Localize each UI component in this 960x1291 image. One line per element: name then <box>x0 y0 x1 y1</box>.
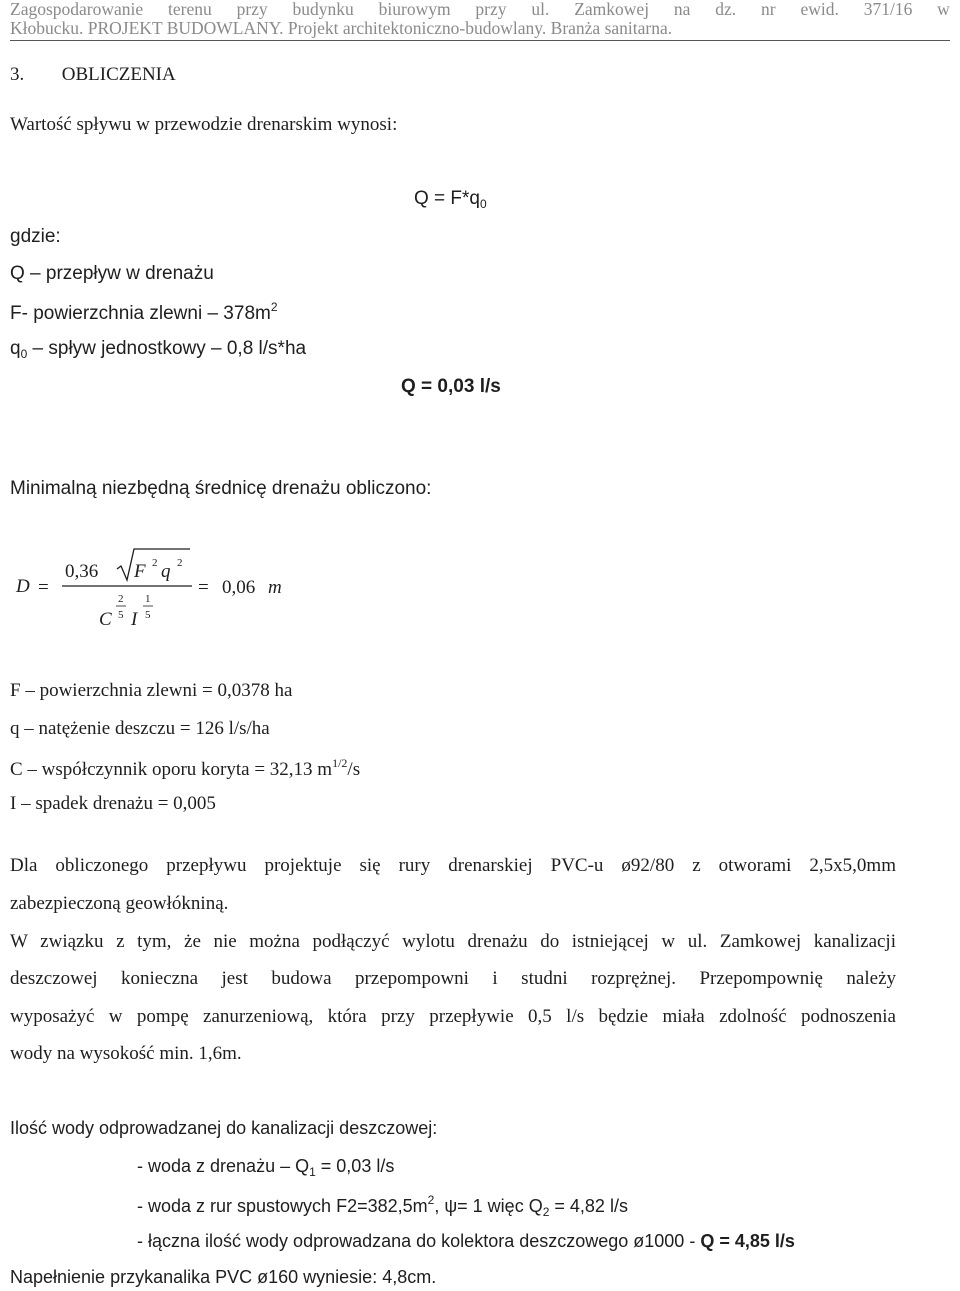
item-downpipes-mid: , ψ= 1 więc Q <box>434 1196 543 1216</box>
header-word: budynku <box>292 0 354 19</box>
para2-line1: W związku z tym, że nie można podłączyć wylotu drenażu do istniejącej w ul. Zamkowej kanalizacji <box>10 931 896 952</box>
header-word: 371/16 <box>863 0 913 19</box>
formula-C: C <box>99 609 112 630</box>
gdzie-label: gdzie: <box>10 226 61 247</box>
para2-line4: wody na wysokość min. 1,6m. <box>10 1043 242 1064</box>
def-q0-text: – spływ jednostkowy – 0,8 l/s*ha <box>27 338 307 359</box>
formula-C-exp-den: 5 <box>118 609 124 621</box>
formula-C-exp-num: 2 <box>118 593 124 605</box>
header-word: biurowym <box>378 0 451 19</box>
item-downpipes-sup: 2 <box>427 1193 435 1207</box>
item-total-value: Q = 4,85 l/s <box>700 1231 795 1251</box>
def2-c <box>10 756 360 781</box>
item-total-text: - łączna ilość wody odprowadzana do kolektora deszczowego ø1000 - <box>137 1231 701 1251</box>
header-line-1 <box>10 0 950 19</box>
page-header <box>10 0 950 41</box>
formula-flow-sub: 0 <box>480 197 487 211</box>
header-word: Zamkowej <box>574 0 650 19</box>
def-q0-symbol: q <box>10 338 21 359</box>
formula-result: 0,06 <box>222 577 256 598</box>
para2-line3: wyposażyć w pompę zanurzeniową, która przy przepływie 0,5 l/s będzie miała zdolność podnoszenia <box>10 1006 896 1027</box>
section-number: 3. <box>10 64 25 85</box>
formula-eq-1: = <box>38 577 49 598</box>
header-word: na <box>673 0 691 19</box>
item-drainage-text: - woda z drenażu – Q <box>137 1156 310 1176</box>
item-downpipes <box>137 1193 628 1219</box>
item-downpipes-value: = 4,82 l/s <box>549 1196 628 1216</box>
item-drainage-value: = 0,03 l/s <box>315 1156 395 1176</box>
def2-q: q – natężenie deszczu = 126 l/s/ha <box>10 718 270 739</box>
def-f <box>10 300 278 325</box>
formula-F: F <box>134 561 146 582</box>
def2-f: F – powierzchnia zlewni = 0,0378 ha <box>10 680 293 701</box>
item-downpipes-text: - woda z rur spustowych F2=382,5m <box>137 1196 428 1216</box>
formula-diameter <box>0 540 320 640</box>
formula-F-exp: 2 <box>152 557 158 569</box>
def2-c-text: C – współczynnik oporu koryta = 32,13 m <box>10 759 333 780</box>
header-word: w <box>937 0 950 19</box>
def2-c-tail: /s <box>347 759 361 780</box>
formula-q: q <box>161 561 171 582</box>
item-total <box>137 1231 795 1252</box>
header-word: Zagospodarowanie <box>10 0 144 19</box>
result-flow: Q = 0,03 l/s <box>401 376 501 397</box>
def-q: Q – przepływ w drenażu <box>10 263 214 284</box>
min-diameter-text: Minimalną niezbędną średnicę drenażu obliczono: <box>10 478 432 499</box>
header-word: dz. <box>715 0 737 19</box>
def2-c-sup: 1/2 <box>332 756 348 770</box>
formula-flow-text: Q = F*q <box>414 188 480 209</box>
final-note: Napełnienie przykanalika PVC ø160 wyniesie: 4,8cm. <box>10 1267 437 1287</box>
section-title: OBLICZENIA <box>61 64 176 85</box>
def-f-text: F- powierzchnia zlewni – 378m <box>10 303 271 324</box>
item-drainage <box>137 1156 394 1179</box>
intro-text: Wartość spływu w przewodzie drenarskim wynosi: <box>10 114 398 135</box>
formula-I-exp-num: 1 <box>145 593 151 605</box>
para2-line2: deszczowej konieczna jest budowa przepompowni i studni rozprężnej. Przepompownię należy <box>10 968 896 989</box>
para1-line2: zabezpieczoną geowłókniną. <box>10 893 229 914</box>
item-drainage-sub: 1 <box>309 1165 316 1179</box>
header-word: przy <box>236 0 268 19</box>
ilosc-title: Ilość wody odprowadzanej do kanalizacji deszczowej: <box>10 1118 438 1138</box>
section-heading <box>10 64 176 86</box>
item-downpipes-sub: 2 <box>542 1205 550 1219</box>
header-line-2: Kłobucku. PROJEKT BUDOWLANY. Projekt architektoniczno-budowlany. Branża sanitarna. <box>10 18 673 38</box>
header-word: ul. <box>531 0 550 19</box>
formula-flow <box>414 188 487 211</box>
formula-D: D <box>16 576 30 597</box>
header-word: ewid. <box>800 0 839 19</box>
formula-I-exp-den: 5 <box>145 609 151 621</box>
formula-eq-2: = <box>198 577 209 598</box>
formula-unit: m <box>268 577 282 598</box>
def-f-sup: 2 <box>270 300 278 314</box>
def-q0 <box>10 338 306 361</box>
header-word: przy <box>475 0 507 19</box>
formula-I: I <box>131 609 138 630</box>
def2-i: I – spadek drenażu = 0,005 <box>10 793 216 814</box>
para1-line1: Dla obliczonego przepływu projektuje się rury drenarskiej PVC-u ø92/80 z otworami 2,5x5,0mm <box>10 855 896 876</box>
formula-q-exp: 2 <box>177 557 183 569</box>
header-word: terenu <box>168 0 212 19</box>
formula-coef: 0,36 <box>65 561 99 582</box>
def-q0-sub: 0 <box>20 347 28 361</box>
header-word: nr <box>761 0 776 19</box>
